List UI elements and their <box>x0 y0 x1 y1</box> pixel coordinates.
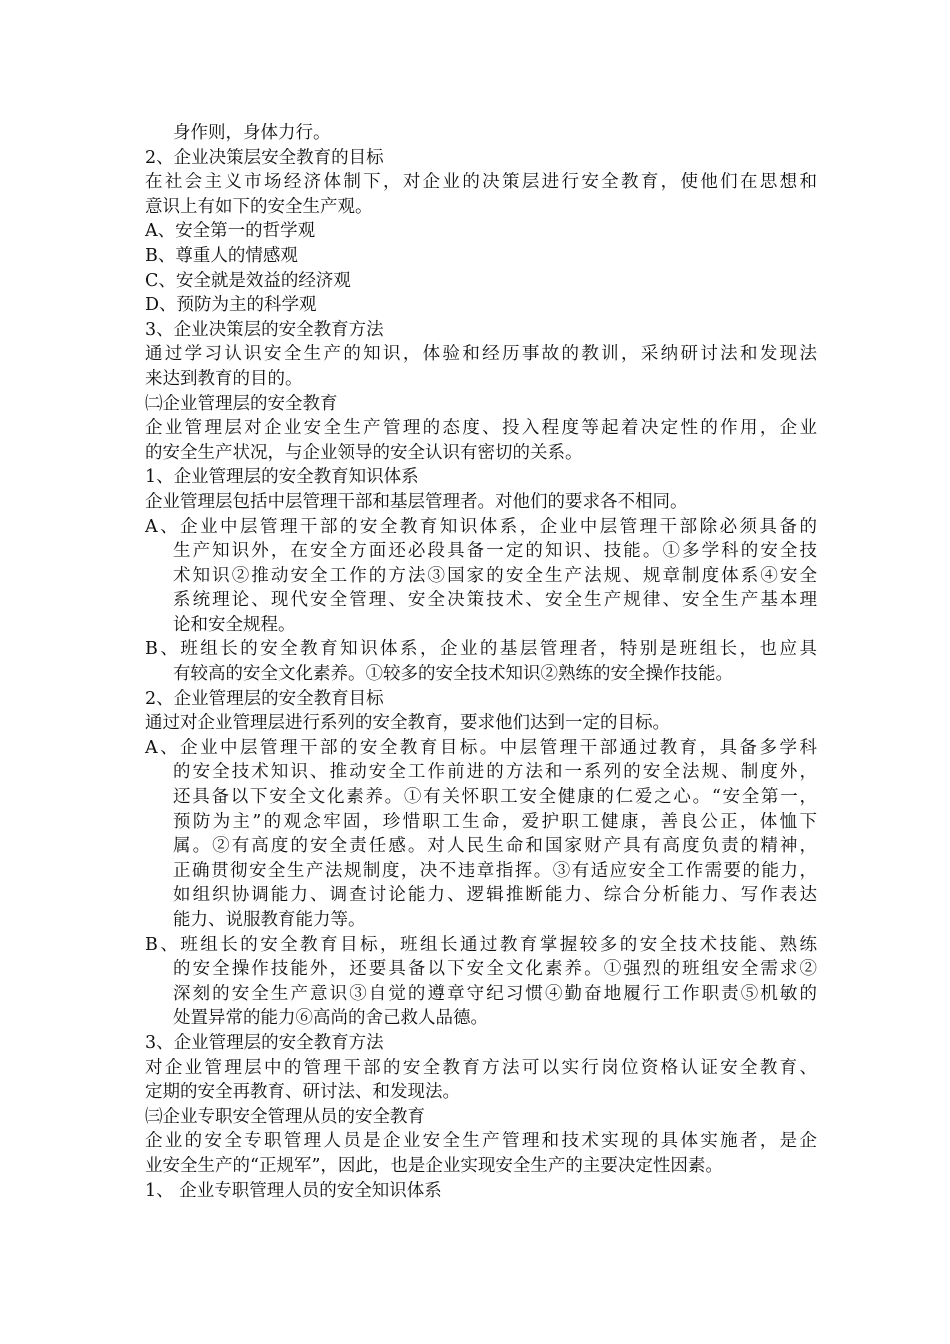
text-line: 1、企业管理层的安全教育知识体系 <box>145 467 419 488</box>
text-line: 论和安全规程。 <box>173 614 296 635</box>
text-line: A、企业中层管理干部的安全教育目标。中层管理干部通过教育，具备多学科 <box>145 737 817 758</box>
text-line: 处置异常的能力⑥高尚的舍己救人品德。 <box>173 1008 488 1029</box>
text-line: 通过对企业管理层进行系列的安全教育，要求他们达到一定的目标。 <box>145 713 670 734</box>
text-line: 如组织协调能力、调查讨论能力、逻辑推断能力、综合分析能力、写作表达 <box>173 885 817 906</box>
text-line: 在社会主义市场经济体制下，对企业的决策层进行安全教育，使他们在思想和 <box>145 172 817 193</box>
text-line: 2、企业决策层安全教育的目标 <box>145 147 384 168</box>
text-line: 术知识②推动安全工作的方法③国家的安全生产法规、规章制度体系④安全 <box>173 565 817 586</box>
text-line: 生产知识外，在安全方面还必段具备一定的知识、技能。①多学科的安全技 <box>173 541 817 562</box>
text-line: C、安全就是效益的经济观 <box>145 270 351 291</box>
text-line: B、尊重人的情感观 <box>145 245 298 266</box>
text-line: A、企业中层管理干部的安全教育知识体系，企业中层管理干部除必须具备的 <box>145 516 817 537</box>
text-line: 3、企业管理层的安全教育方法 <box>145 1032 384 1053</box>
text-line: 的安全技术知识、推动安全工作前进的方法和一系列的安全法规、制度外， <box>173 762 817 783</box>
text-line: 3、企业决策层的安全教育方法 <box>145 319 384 340</box>
text-line: 来达到教育的目的。 <box>145 368 303 389</box>
text-line: B、班组长的安全教育知识体系，企业的基层管理者，特别是班组长，也应具 <box>145 639 817 660</box>
text-line: 企业管理层包括中层管理干部和基层管理者。对他们的要求各不相同。 <box>145 491 688 512</box>
text-line: 正确贯彻安全生产法规制度，决不违章指挥。③有适应安全工作需要的能力， <box>173 860 817 881</box>
text-line: 通过学习认识安全生产的知识，体验和经历事故的教训，采纳研讨法和发现法 <box>145 344 817 365</box>
text-line: 意识上有如下的安全生产观。 <box>145 196 373 217</box>
text-line: 还具备以下安全文化素养。①有关怀职工安全健康的仁爱之心。“安全第一， <box>173 787 817 808</box>
text-line: 企业的安全专职管理人员是企业安全生产管理和技术实现的具体实施者，是企 <box>145 1131 817 1152</box>
text-line: 2、企业管理层的安全教育目标 <box>145 688 384 709</box>
text-line: 属。②有高度的安全责任感。对人民生命和国家财产具有高度负责的精神， <box>173 836 817 857</box>
text-line: ㈡企业管理层的安全教育 <box>145 393 338 414</box>
text-line: A、安全第一的哲学观 <box>145 221 316 242</box>
text-line: 定期的安全再教育、研讨法、和发现法。 <box>145 1082 460 1103</box>
text-line: ㈢企业专职安全管理从员的安全教育 <box>145 1106 425 1127</box>
text-line: 对企业管理层中的管理干部的安全教育方法可以实行岗位资格认证安全教育、 <box>145 1057 817 1078</box>
text-line: 预防为主”的观念牢固，珍惜职工生命，爱护职工健康，善良公正，体恤下 <box>173 811 817 832</box>
text-line: 系统理论、现代安全管理、安全决策技术、安全生产规律、安全生产基本理 <box>173 590 817 611</box>
text-line: 企业管理层对企业安全生产管理的态度、投入程度等起着决定性的作用，企业 <box>145 418 817 439</box>
text-line: 1、 企业专职管理人员的安全知识体系 <box>145 1180 442 1201</box>
document-body <box>145 121 817 1203</box>
text-line: 的安全生产状况，与企业领导的安全认识有密切的关系。 <box>145 442 583 463</box>
text-line: D、预防为主的科学观 <box>145 295 317 316</box>
text-line: 能力、说服教育能力等。 <box>173 910 366 930</box>
text-line: 的安全操作技能外，还要具备以下安全文化素养。①强烈的班组安全需求② <box>173 959 817 980</box>
text-line: 身作则，身体力行。 <box>173 123 331 143</box>
text-line: 有较高的安全文化素养。①较多的安全技术知识②熟练的安全操作技能。 <box>173 664 733 685</box>
text-line: 业安全生产的“正规军”，因此，也是企业实现安全生产的主要决定性因素。 <box>145 1155 723 1176</box>
text-line: B、班组长的安全教育目标，班组长通过教育掌握较多的安全技术技能、熟练 <box>145 934 817 955</box>
text-line: 深刻的安全生产意识③自觉的遵章守纪习惯④勤奋地履行工作职责⑤机敏的 <box>173 983 817 1004</box>
